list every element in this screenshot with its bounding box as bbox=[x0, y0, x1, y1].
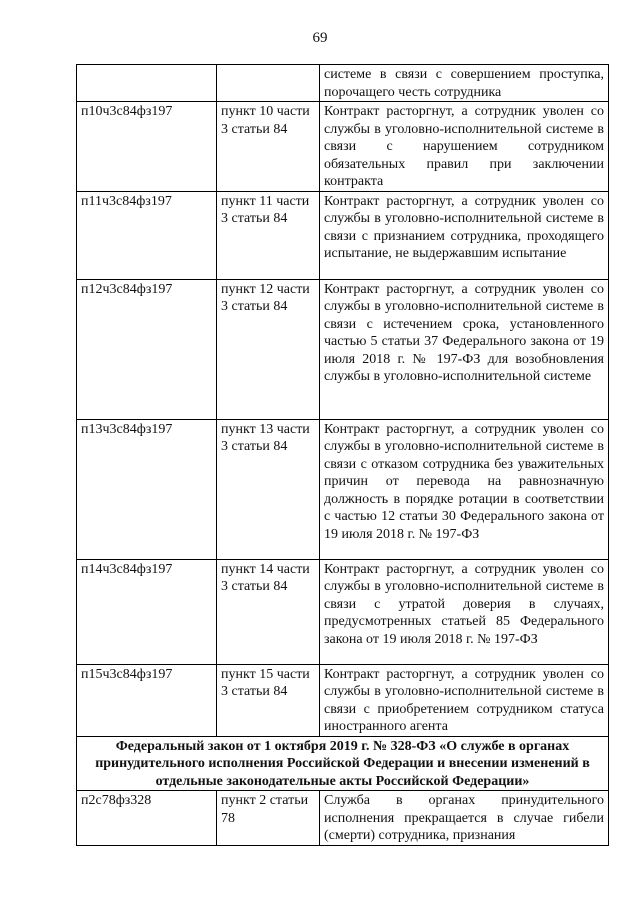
clause-cell: пункт 13 части 3 статьи 84 bbox=[217, 419, 320, 559]
code-cell: п12ч3с84фз197 bbox=[77, 279, 217, 419]
table-row bbox=[77, 279, 609, 419]
description-cell: Служба в органах принудительного исполнения прекращается в случае гибели (смерти) сотрудника, признания bbox=[320, 791, 609, 846]
document-table bbox=[76, 64, 609, 846]
code-cell: п15ч3с84фз197 bbox=[77, 664, 217, 736]
description-cell: Контракт расторгнут, а сотрудник уволен со службы в уголовно-исполнительной системе в связи с истечением срока, установленного частью 5 статьи 37 Федерального закона от 19 июля 2018 г. № 197-ФЗ для возобновления службы в уголовно-исполнительной системе bbox=[320, 279, 609, 419]
description-cell: системе в связи с совершением проступка, порочащего честь сотрудника bbox=[320, 65, 609, 102]
code-cell: п11ч3с84фз197 bbox=[77, 191, 217, 279]
clause-cell: пункт 14 части 3 статьи 84 bbox=[217, 559, 320, 664]
code-cell bbox=[77, 65, 217, 102]
page-number: 69 bbox=[312, 30, 328, 46]
table-row bbox=[77, 559, 609, 664]
description-cell: Контракт расторгнут, а сотрудник уволен со службы в уголовно-исполнительной системе в связи с признанием сотрудника, проходящего испытание, не выдержавшим испытание bbox=[320, 191, 609, 279]
table-row bbox=[77, 419, 609, 559]
code-cell: п13ч3с84фз197 bbox=[77, 419, 217, 559]
table-row bbox=[77, 664, 609, 736]
table-row bbox=[77, 191, 609, 279]
section-header-row bbox=[77, 736, 609, 791]
code-cell: п2с78фз328 bbox=[77, 791, 217, 846]
code-cell: п14ч3с84фз197 bbox=[77, 559, 217, 664]
section-header: Федеральный закон от 1 октября 2019 г. № 328-ФЗ «О службе в органах принудительного исполнения Российской Федерации и внесении изменений в отдельные законодательные акты Российской Федерации» bbox=[77, 736, 609, 791]
table-row bbox=[77, 65, 609, 102]
clause-cell bbox=[217, 65, 320, 102]
clause-cell: пункт 11 части 3 статьи 84 bbox=[217, 191, 320, 279]
clause-cell: пункт 15 части 3 статьи 84 bbox=[217, 664, 320, 736]
code-cell: п10ч3с84фз197 bbox=[77, 102, 217, 192]
description-cell: Контракт расторгнут, а сотрудник уволен со службы в уголовно-исполнительной системе в связи с приобретением сотрудником статуса иностранного агента bbox=[320, 664, 609, 736]
description-cell: Контракт расторгнут, а сотрудник уволен со службы в уголовно-исполнительной системе в связи с нарушением сотрудником обязательных правил при заключении контракта bbox=[320, 102, 609, 192]
table-row bbox=[77, 102, 609, 192]
clause-cell: пункт 12 части 3 статьи 84 bbox=[217, 279, 320, 419]
clause-cell: пункт 2 статьи 78 bbox=[217, 791, 320, 846]
clause-cell: пункт 10 части 3 статьи 84 bbox=[217, 102, 320, 192]
description-cell: Контракт расторгнут, а сотрудник уволен со службы в уголовно-исполнительной системе в связи с отказом сотрудника без уважительных причин от перевода на равнозначную должность в порядке ротации в соответствии с частью 12 статьи 30 Федерального закона от 19 июля 2018 г. № 197-ФЗ bbox=[320, 419, 609, 559]
description-cell: Контракт расторгнут, а сотрудник уволен со службы в уголовно-исполнительной системе в связи с утратой доверия в случаях, предусмотренных статьей 85 Федерального закона от 19 июля 2018 г. № 197-ФЗ bbox=[320, 559, 609, 664]
table-row bbox=[77, 791, 609, 846]
